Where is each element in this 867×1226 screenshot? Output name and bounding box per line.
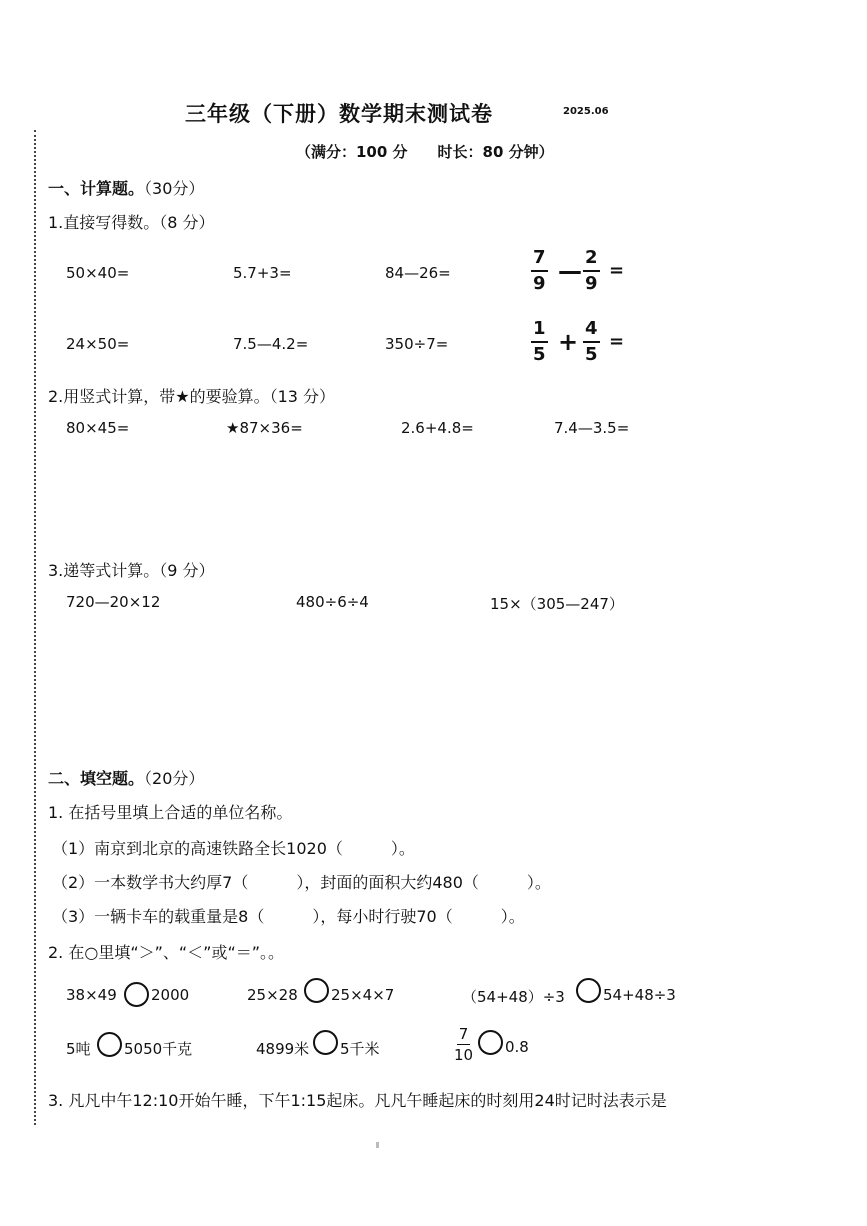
s2-q1-title: 1. 在括号里填上合适的单位名称。 <box>48 803 293 822</box>
compare-left: 25×28 <box>247 986 298 1004</box>
s1-q1-item: 24×50= <box>66 335 130 353</box>
s1-q2-title: 2.用竖式计算，带★的要验算。（13 分） <box>48 387 336 406</box>
fraction-numerator: 2 <box>583 249 600 272</box>
fraction <box>531 249 548 293</box>
s1-q1-item: 7.5—4.2= <box>233 335 309 353</box>
section1-heading-text: 一、计算题。 <box>48 179 145 198</box>
compare-circle[interactable] <box>97 1032 122 1057</box>
fraction <box>583 249 600 293</box>
equals-sign: = <box>609 331 625 352</box>
s1-q1-item: 50×40= <box>66 264 130 282</box>
s2-q3-title: 3. 凡凡中午12:10开始午睡，下午1:15起床。凡凡午睡起床的时刻用24时记时法表示是 <box>48 1091 667 1110</box>
fraction-denominator: 5 <box>585 344 598 365</box>
s1-q1-item: 5.7+3= <box>233 264 292 282</box>
compare-right: 2000 <box>151 986 190 1004</box>
scan-speck <box>376 1142 379 1148</box>
compare-circle[interactable] <box>313 1030 338 1055</box>
fraction-numerator: 7 <box>458 1025 469 1043</box>
compare-circle[interactable] <box>304 978 329 1003</box>
section2-points: （20分） <box>144 769 205 788</box>
operator: — <box>558 257 582 285</box>
s1-q1-item: 350÷7= <box>385 335 449 353</box>
s2-q1-line: （2）一本数学书大约厚7（ ），封面的面积大约480（ ）。 <box>52 873 551 892</box>
fraction-numerator: 1 <box>531 320 548 343</box>
fraction <box>454 1027 473 1063</box>
fraction-numerator: 7 <box>531 249 548 272</box>
fraction <box>531 320 548 364</box>
exam-date: 2025.06 <box>563 106 609 117</box>
s1-q2-item: 7.4—3.5= <box>554 419 630 437</box>
compare-circle[interactable] <box>576 978 601 1003</box>
page-title: 三年级（下册）数学期末测试卷 <box>185 102 493 126</box>
exam-meta: （满分：100 分 时长：80 分钟） <box>296 143 554 161</box>
compare-right: 5千米 <box>340 1040 380 1058</box>
s1-q3-item: 15×（305—247） <box>490 595 624 613</box>
section1-points: （30分） <box>144 179 205 198</box>
compare-circle[interactable] <box>124 982 149 1007</box>
fraction-denominator: 10 <box>454 1046 474 1064</box>
binding-margin-line <box>34 130 36 1125</box>
fraction-denominator: 9 <box>533 273 546 294</box>
s1-q2-item: ★87×36= <box>226 419 303 437</box>
compare-left: （54+48）÷3 <box>462 988 565 1006</box>
section1-heading <box>48 176 204 199</box>
s1-q2-item: 2.6+4.8= <box>401 419 474 437</box>
equals-sign: = <box>609 260 625 281</box>
compare-right: 25×4×7 <box>331 986 395 1004</box>
s2-q1-line: （1）南京到北京的高速铁路全长1020（ ）。 <box>52 839 415 858</box>
s1-q1-item: 84—26= <box>385 264 451 282</box>
fraction-denominator: 9 <box>585 273 598 294</box>
s1-q1-title: 1.直接写得数。（8 分） <box>48 213 215 232</box>
fraction-denominator: 5 <box>533 344 546 365</box>
s2-q1-line: （3）一辆卡车的载重量是8（ ），每小时行驶70（ ）。 <box>52 907 525 926</box>
compare-right: 5050千克 <box>124 1040 193 1058</box>
section2-heading-text: 二、填空题。 <box>48 769 145 788</box>
operator: + <box>558 328 579 356</box>
compare-left: 4899米 <box>256 1040 310 1058</box>
s1-q3-item: 480÷6÷4 <box>296 593 369 611</box>
compare-left: 38×49 <box>66 986 117 1004</box>
section2-heading <box>48 766 204 789</box>
compare-right: 0.8 <box>505 1038 529 1056</box>
s2-q2-title: 2. 在○里填“＞”、“＜”或“＝”。。 <box>48 943 285 962</box>
s1-q3-title: 3.递等式计算。（9 分） <box>48 561 215 580</box>
s1-q3-item: 720—20×12 <box>66 593 161 611</box>
compare-right: 54+48÷3 <box>603 986 676 1004</box>
fraction <box>583 320 600 364</box>
fraction-numerator: 4 <box>583 320 600 343</box>
compare-left: 5吨 <box>66 1040 91 1058</box>
s1-q2-item: 80×45= <box>66 419 130 437</box>
compare-circle[interactable] <box>478 1030 503 1055</box>
